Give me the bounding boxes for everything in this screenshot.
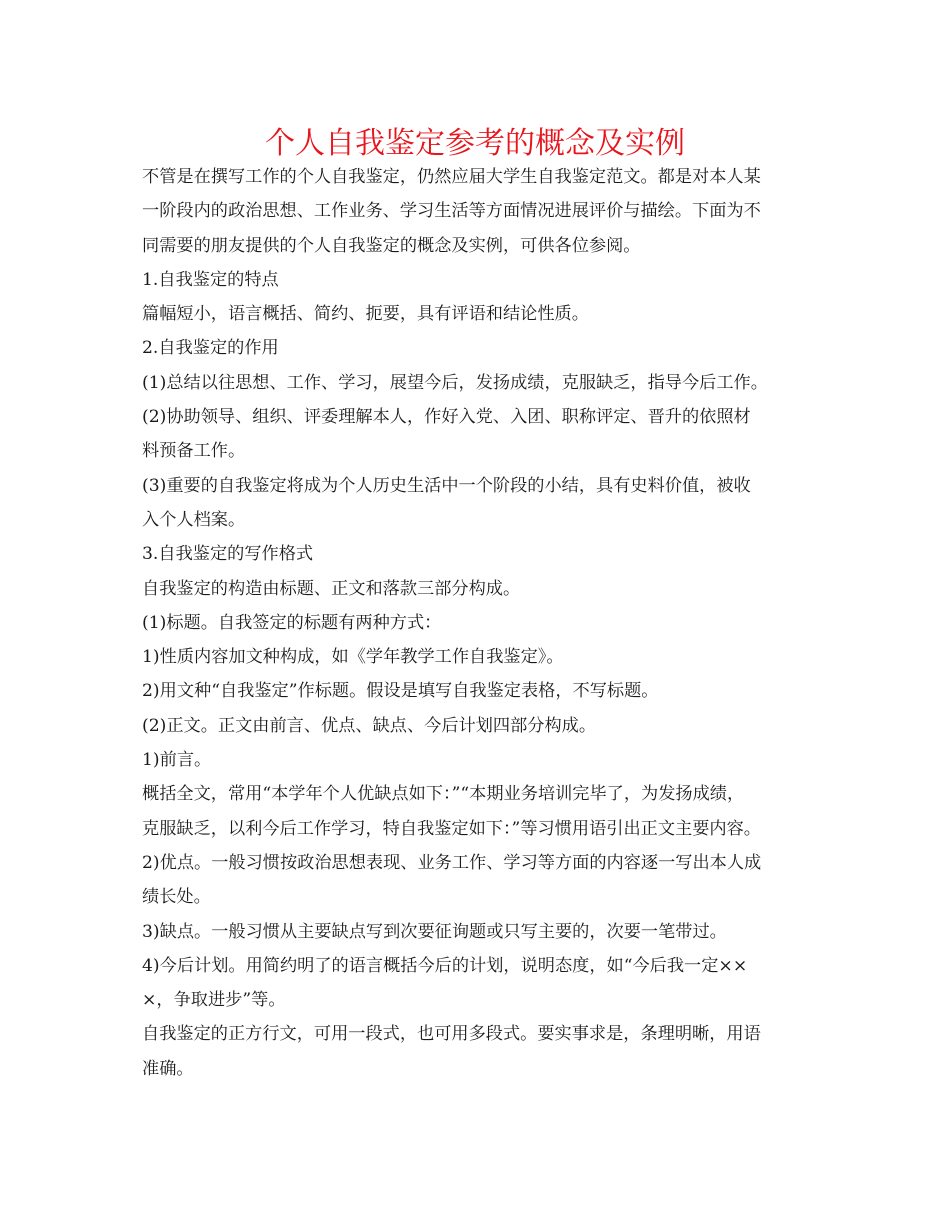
body-line: (2)正文。正文由前言、优点、缺点、今后计划四部分构成。 — [142, 715, 597, 736]
body-line: 2)优点。一般习惯按政治思想表现、业务工作、学习等方面的内容逐一写出本人成 — [142, 852, 762, 873]
body-line: 不管是在撰写工作的个人自我鉴定，仍然应届大学生自我鉴定范文。都是对本人某 — [142, 167, 761, 187]
body-line: 3)缺点。一般习惯从主要缺点写到次要征询题或只写主要的，次要一笔带过。 — [142, 921, 727, 942]
body-line: 4)今后计划。用简约明了的语言概括今后的计划，说明态度，如“今后我一定×× — [142, 955, 748, 976]
body-line: 1)前言。 — [142, 750, 212, 771]
body-line: 克服缺乏，以利今后工作学习，特自我鉴定如下：”等习惯用语引出正文主要内容。 — [142, 818, 761, 839]
document-title: 个人自我鉴定参考的概念及实例 — [265, 126, 685, 161]
body-line: 料预备工作。 — [142, 441, 246, 462]
body-line: (1)标题。自我签定的标题有两种方式： — [142, 612, 442, 633]
body-line: 同需要的朋友提供的个人自我鉴定的概念及实例，可供各位参阅。 — [142, 235, 641, 256]
body-line: (2)协助领导、组织、评委理解本人，作好入党、入团、职称评定、晋升的依照材 — [142, 407, 751, 428]
body-line: 绩长处。 — [142, 887, 211, 908]
section-heading: 2.自我鉴定的作用 — [142, 338, 279, 359]
body-line: 2)用文种“自我鉴定”作标题。假设是填写自我鉴定表格，不写标题。 — [142, 681, 659, 702]
body-line: ×，争取进步”等。 — [142, 990, 286, 1011]
body-line: (1)总结以往思想、工作、学习，展望今后，发扬成绩，克服缺乏，指导今后工作。 — [142, 372, 768, 393]
body-line: 篇幅短小，语言概括、简约、扼要，具有评语和结论性质。 — [142, 304, 589, 325]
section-heading: 1.自我鉴定的特点 — [142, 269, 279, 290]
body-line: 入个人档案。 — [142, 509, 246, 530]
body-line: 自我鉴定的正方行文，可用一段式，也可用多段式。要实事求是，条理明晰，用语 — [142, 1024, 761, 1045]
section-heading: 3.自我鉴定的写作格式 — [142, 544, 314, 565]
document-body — [142, 160, 832, 1086]
body-line: 自我鉴定的构造由标题、正文和落款三部分构成。 — [142, 578, 521, 599]
body-line: 准确。 — [142, 1058, 194, 1079]
body-line: 概括全文，常用“本学年个人优缺点如下：”“本期业务培训完毕了，为发扬成绩， — [142, 784, 745, 805]
body-line: 一阶段内的政治思想、工作业务、学习生活等方面情况进展评价与描绘。下面为不 — [142, 201, 761, 222]
body-line: 1)性质内容加文种构成，如《学年教学工作自我鉴定》。 — [142, 647, 564, 668]
body-line: (3)重要的自我鉴定将成为个人历史生活中一个阶段的小结，具有史料价值，被收 — [142, 475, 751, 496]
